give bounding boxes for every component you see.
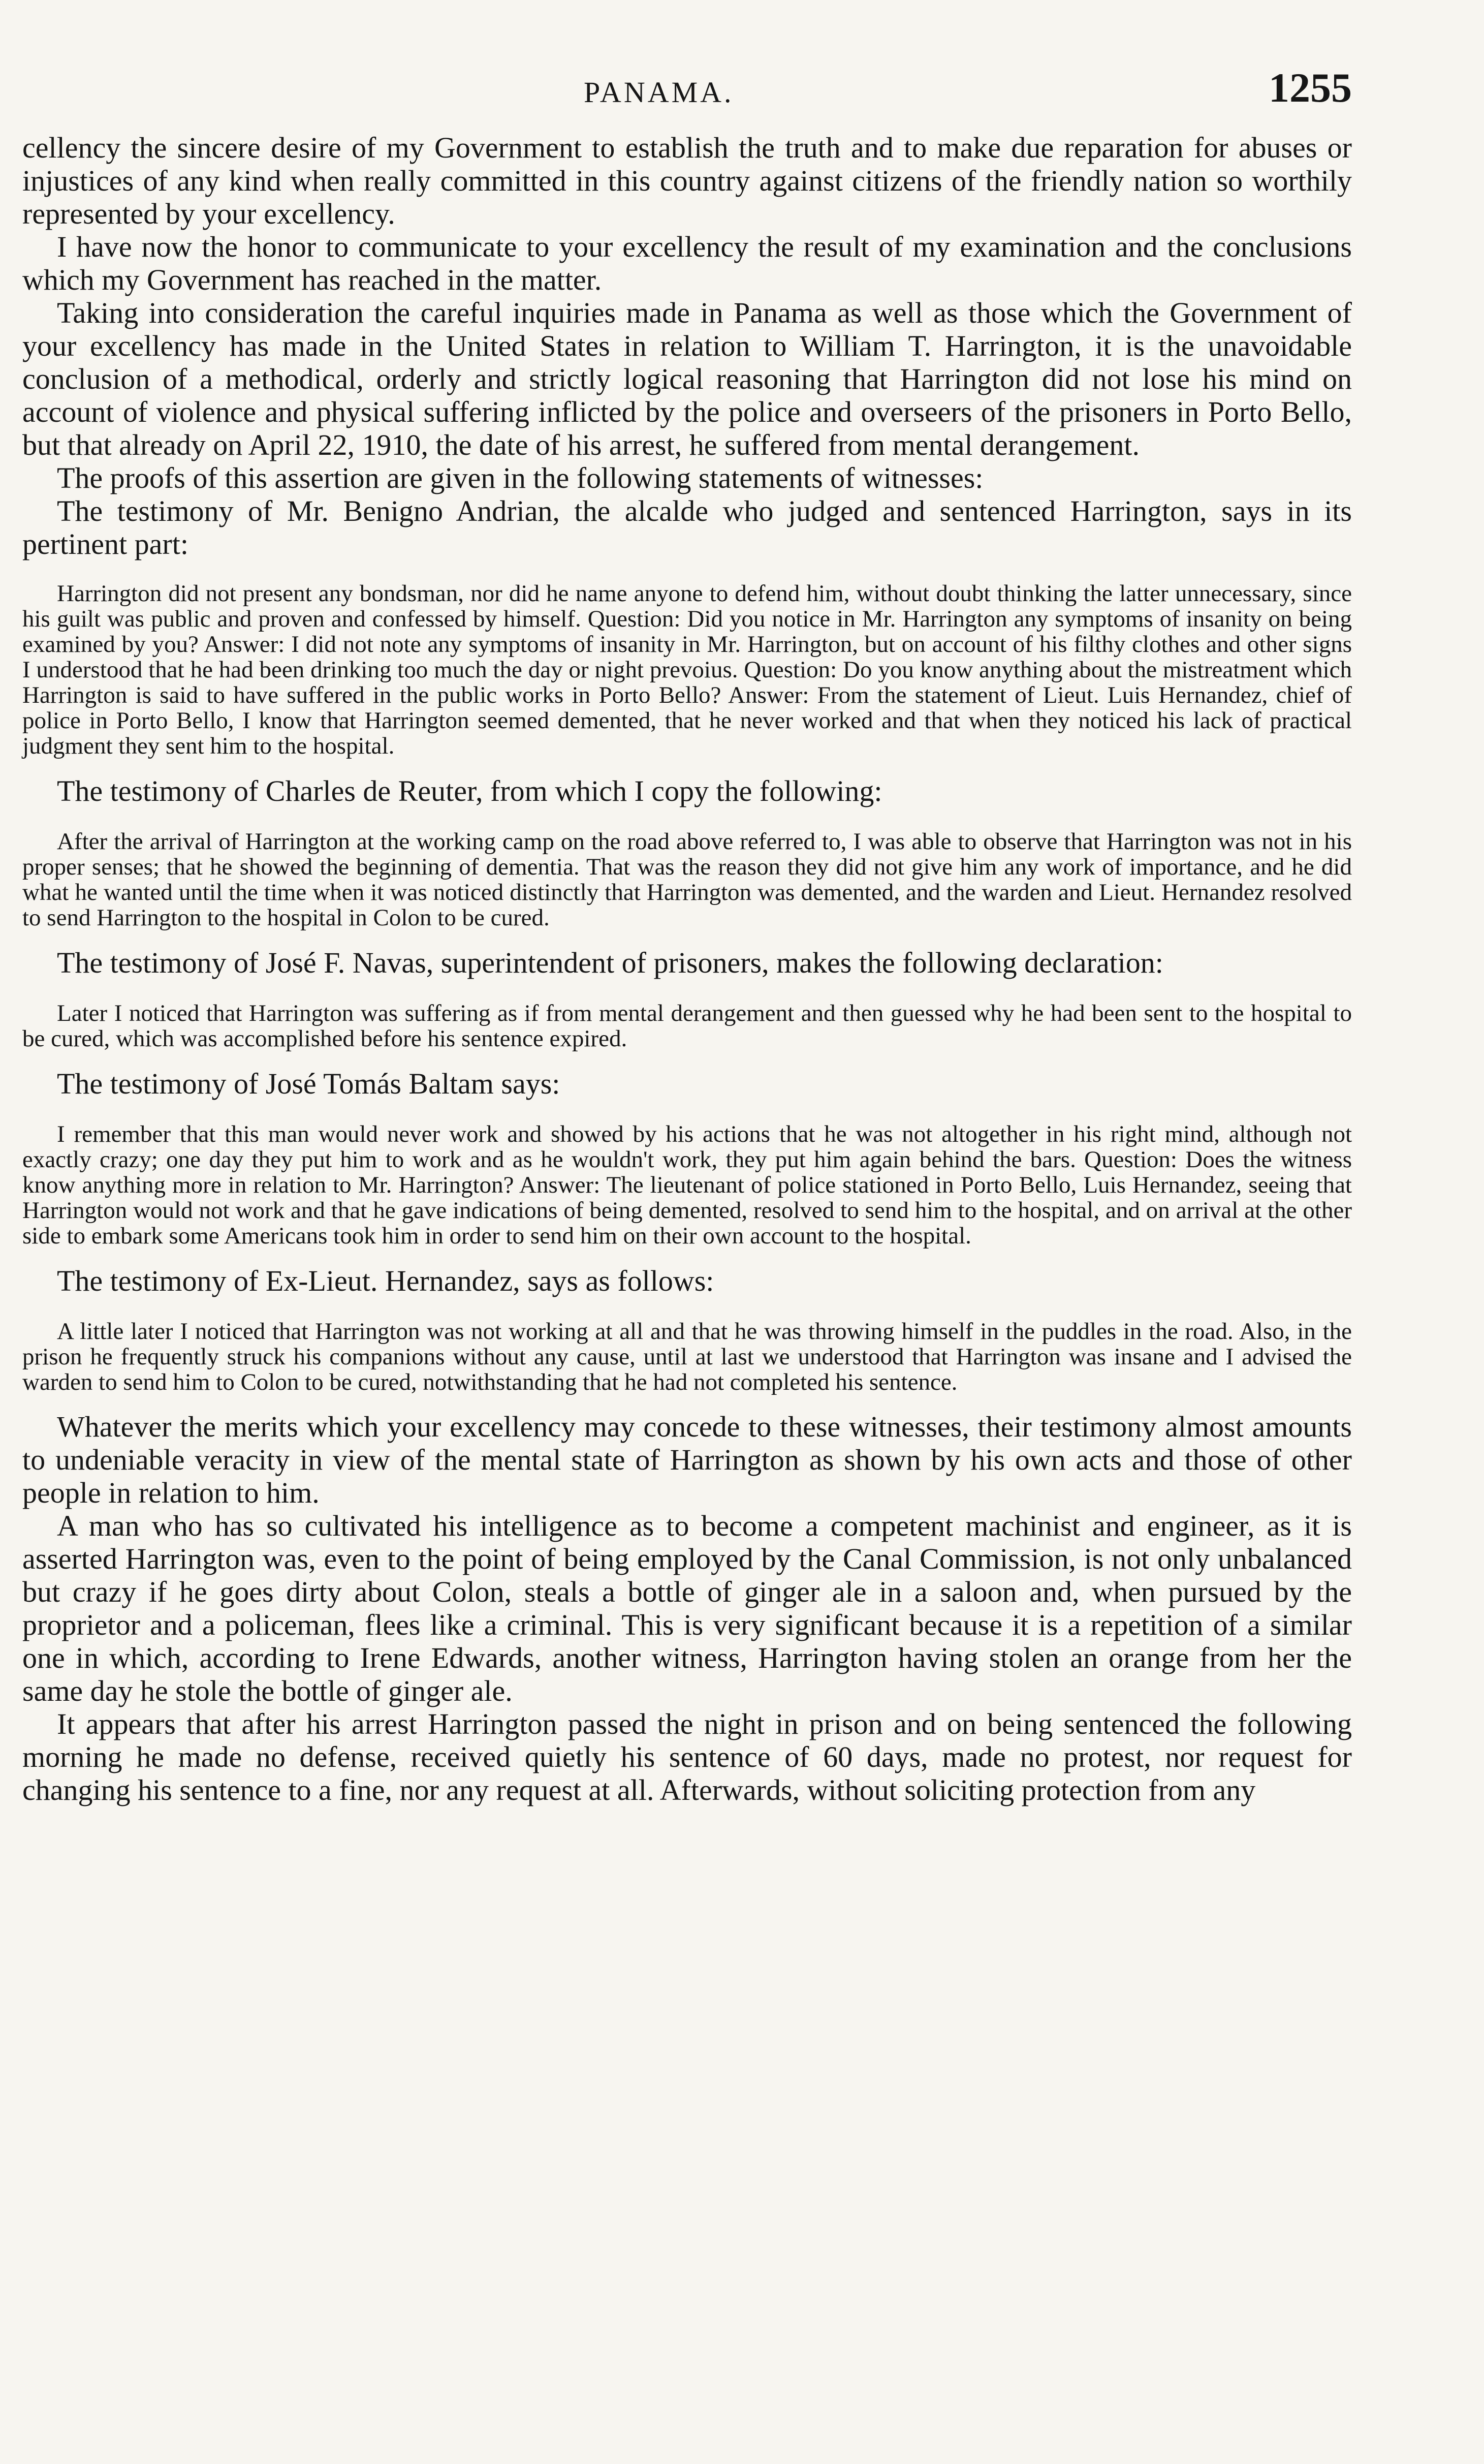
paragraph-baltam-intro: The testimony of José Tomás Baltam says: xyxy=(57,1067,560,1100)
paragraph-machinist: A man who has so cultivated his intelligence as to become a competent machinist and engineer, as it is asserted Harrington was, even to the point of being employed by the Canal Commission, is not only unbalanced but crazy if he goes dirty about Colon, steals a bottle of ginger ale in a saloon and, when pursued by the proprietor and a policeman, flees like a criminal. This is very significant because it is a repetition of a similar one in which, according to Irene Edwards, another witness, Harrington having stolen an orange from her the same day he stole the bottle of ginger ale. xyxy=(22,1509,1352,1707)
page-header xyxy=(22,55,1352,131)
running-title: PANAMA. xyxy=(584,76,734,109)
paragraph-continuation: cellency the sincere desire of my Government to establish the truth and to make due reparation for abuses or injustices of any kind when really committed in this country against citizens of the friendly nation so worthily represented by your excellency. xyxy=(22,131,1352,230)
quote-andrian: Harrington did not present any bondsman, nor did he name anyone to defend him, without doubt thinking the latter unnecessary, since his guilt was public and proven and confessed by himself. Question: Did you notice in Mr. Harrington any symptoms of insanity on being examined by you? Answer: I did not note any symptoms of insanity in Mr. Harrington, but on account of his filthy clothes and other signs I understood that he had been drinking too much the day or night prevoius. Question: Do you know anything about the mistreatment which Harrington is said to have suffered in the public works in Porto Bello? Answer: From the statement of Lieut. Luis Hernandez, chief of police in Porto Bello, I know that Harrington seemed demented, that he never worked and that when they noticed his lack of practical judgment they sent him to the hospital. xyxy=(22,580,1352,759)
paragraph-hernandez-intro: The testimony of Ex-Lieut. Hernandez, says as follows: xyxy=(57,1264,714,1297)
quote-baltam: I remember that this man would never work and showed by his actions that he was not altogether in his right mind, although not exactly crazy; one day they put him to work and as he wouldn't work, they put him again behind the bars. Question: Does the witness know anything more in relation to Mr. Harrington? Answer: The lieutenant of police stationed in Porto Bello, Luis Hernandez, seeing that Harrington would not work and that he gave indications of being demented, resolved to send him to the hospital, and on arrival at the other side to embark some Americans took him in order to send him on their own account to the hospital. xyxy=(22,1121,1352,1249)
paragraph-conclusion: Taking into consideration the careful inquiries made in Panama as well as those which the Government of your excellency has made in the United States in relation to William T. Harrington, it is the unavoidable conclusion of a methodical, orderly and strictly logical reasoning that Harrington did not lose his mind on account of violence and physical suffering inflicted by the police and overseers of the prisoners in Porto Bello, but that already on April 22, 1910, the date of his arrest, he suffered from mental derangement. xyxy=(22,296,1352,461)
quote-hernandez: A little later I noticed that Harrington was not working at all and that he was throwing himself in the puddles in the road. Also, in the prison he frequently struck his companions without any cause, until at last we understood that Harrington was insane and I advised the warden to send him to Colon to be cured, notwithstanding that he had not completed his sentence. xyxy=(22,1318,1352,1395)
paragraph-proofs: The proofs of this assertion are given in the following statements of witnesses: xyxy=(57,461,984,494)
paragraph-arrest: It appears that after his arrest Harrington passed the night in prison and on being sentenced the following morning he made no defense, received quietly his sentence of 60 days, made no protest, nor request for changing his sentence to a fine, nor any request at all. Afterwards, without soliciting protection from any xyxy=(22,1707,1352,1806)
paragraph-reuter-intro: The testimony of Charles de Reuter, from which I copy the following: xyxy=(57,774,882,807)
paragraph-andrian-intro: The testimony of Mr. Benigno Andrian, the alcalde who judged and sentenced Harrington, says in its pertinent part: xyxy=(22,494,1352,560)
page-body xyxy=(22,131,1352,1806)
paragraph-merits: Whatever the merits which your excellency may concede to these witnesses, their testimony almost amounts to undeniable veracity in view of the mental state of Harrington as shown by his own acts and those of other people in relation to him. xyxy=(22,1410,1352,1509)
paragraph-communication: I have now the honor to communicate to your excellency the result of my examination and the conclusions which my Government has reached in the matter. xyxy=(22,230,1352,296)
paragraph-navas-intro: The testimony of José F. Navas, superintendent of prisoners, makes the following declaration: xyxy=(57,946,1163,979)
quote-navas: Later I noticed that Harrington was suffering as if from mental derangement and then guessed why he had been sent to the hospital to be cured, which was accomplished before his sentence expired. xyxy=(22,1000,1352,1052)
page-number: 1255 xyxy=(1269,65,1352,111)
quote-reuter: After the arrival of Harrington at the working camp on the road above referred to, I was able to observe that Harrington was not in his proper senses; that he showed the beginning of dementia. That was the reason they did not give him any work of importance, and he did what he wanted until the time when it was noticed distinctly that Harrington was demented, and the warden and Lieut. Hernandez resolved to send Harrington to the hospital in Colon to be cured. xyxy=(22,828,1352,931)
